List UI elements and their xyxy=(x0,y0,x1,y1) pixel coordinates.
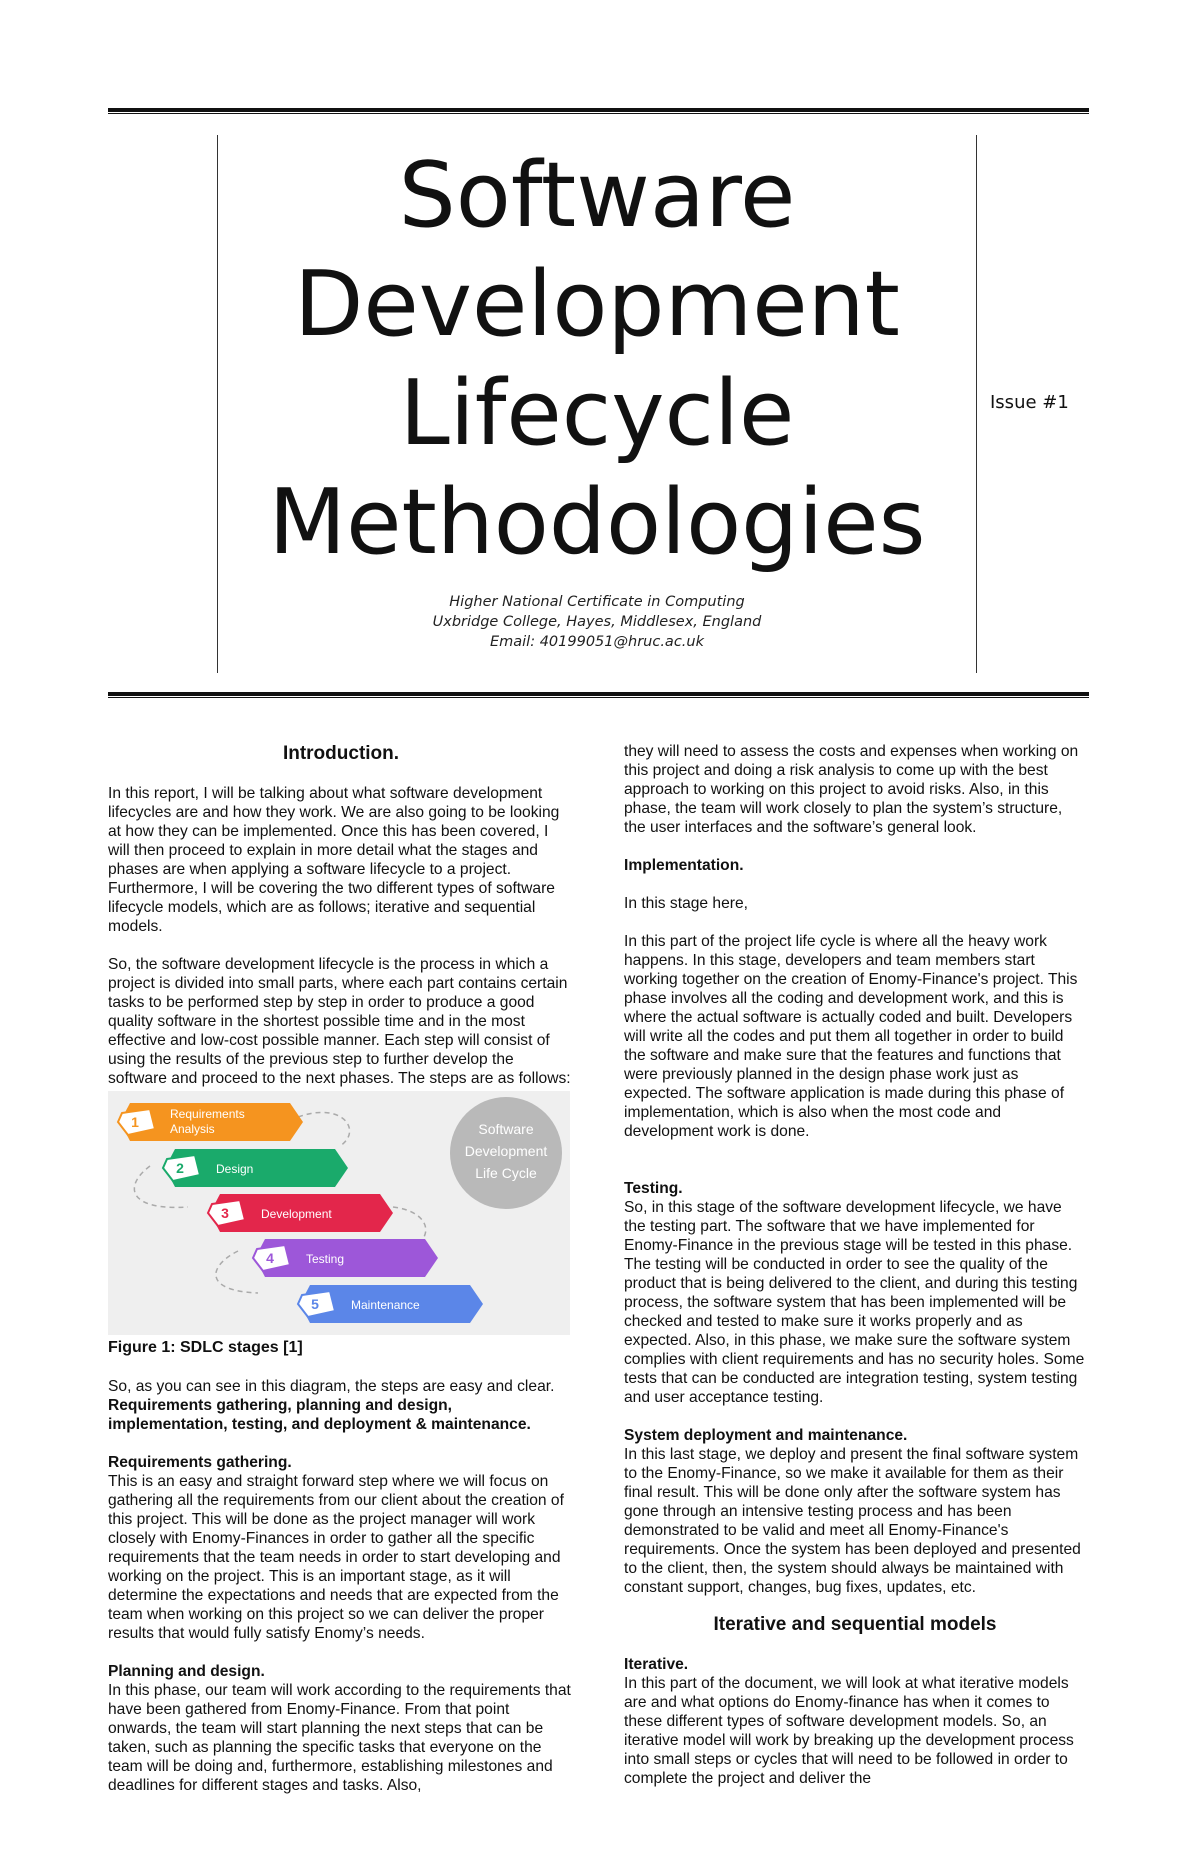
title-line: Methodologies xyxy=(268,470,926,575)
document-title xyxy=(218,141,976,577)
impl-intro: In this stage here, xyxy=(624,895,748,912)
step-requirements-analysis xyxy=(118,1103,303,1141)
title-line: Lifecycle xyxy=(399,361,795,466)
sdlc-diagram xyxy=(108,1091,570,1335)
after-figure-text: So, as you can see in this diagram, the steps are easy and clear. xyxy=(108,1378,555,1395)
test-heading: Testing. xyxy=(624,1180,683,1197)
connector-arrow xyxy=(298,1112,350,1146)
step-label: Design xyxy=(216,1162,254,1176)
req-paragraph: This is an easy and straight forward step where we will focus on gathering all the requirements from our client about the creation of this project. This will be done as the project manager will work closely with Enomy-Finances in order to gather all the specific requirements that the team needs in order to start developing and working on the project. This is an important stage, as it will determine the expectations and needs that are expected from the team when working on this project so we can deliver the proper results that would fully satisfy Enomy’s needs. xyxy=(108,1473,564,1642)
college-line: Uxbridge College, Hayes, Middlesex, England xyxy=(432,614,762,630)
deploy-heading: System deployment and maintenance. xyxy=(624,1427,908,1444)
impl-heading: Implementation. xyxy=(624,857,744,874)
intro-paragraph-2: So, the software development lifecycle is the process in which a project is divided into small parts, where each part contains certain tasks to be performed step by step in order to produce a good quality software in the shortest possible time and in the most effective and low-cost possible manner. Each step will consist of using the results of the previous step to further develop the software and proceed to the next phases. The steps are as follows: xyxy=(108,956,571,1087)
circle-label: Life Cycle xyxy=(475,1165,537,1181)
issue-number: Issue #1 xyxy=(990,392,1069,413)
intro-heading: Introduction. xyxy=(282,743,400,764)
step-testing xyxy=(253,1239,438,1277)
iterative-heading: Iterative. xyxy=(624,1656,689,1673)
sdlc-circle xyxy=(450,1097,562,1209)
connector-arrow xyxy=(216,1251,258,1293)
step-development xyxy=(208,1194,393,1232)
course-line: Higher National Certificate in Computing xyxy=(449,594,745,610)
plan-continued-paragraph: they will need to assess the costs and expenses when working on this project and doing a risk analysis to come up with the best approach to working on this project to avoid risks. Also, in this phase, the team will work closely to plan the system’s structure, the user interfaces and the software’s general look. xyxy=(624,743,1079,836)
title-line: Software xyxy=(398,143,796,248)
step-number: 4 xyxy=(266,1250,274,1266)
step-maintenance xyxy=(298,1285,483,1323)
after-figure-paragraph xyxy=(108,1377,574,1434)
circle-label: Development xyxy=(464,1143,548,1159)
title-line: Development xyxy=(294,252,900,357)
plan-heading: Planning and design. xyxy=(108,1663,265,1680)
step-label: Requirements xyxy=(170,1107,245,1121)
header-top-rule xyxy=(108,108,1089,114)
step-design xyxy=(163,1149,348,1187)
intro-paragraph-1: In this report, I will be talking about what software development lifecycles are and how they work. We are also going to be looking at how they can be implemented. Once this has been covered, I will then proceed to explain in more detail what the stages and phases are when applying a software lifecycle to a project. Furthermore, I will be covering the two different types of software lifecycle models, which are as follows; iterative and sequential models. xyxy=(108,785,560,935)
step-label: Testing xyxy=(306,1252,345,1266)
iterative-paragraph: In this part of the document, we will look at what iterative models are and what options do Enomy-finance has when it comes to these different types of software development models. So, an iterative model will work by breaking up the development process into small steps or cycles that will need to be followed in order to complete the project and deliver the xyxy=(624,1675,1074,1787)
email-line: Email: 40199051@hruc.ac.uk xyxy=(489,634,704,650)
step-number: 3 xyxy=(221,1205,229,1221)
right-column xyxy=(624,742,1086,1788)
step-number: 1 xyxy=(131,1114,139,1130)
step-label: Development xyxy=(261,1207,332,1221)
impl-paragraph: In this part of the project life cycle is where all the heavy work happens. In this stage, developers and team members start working together on the creation of Enomy-Finance's project. This phase involves all the coding and development work, and this is where the actual software is actually coded and built. Developers will write all the codes and put them all together in order to build the software and make sure that the features and functions that were previously planned in the design phase work just as expected. The software application is made during this phase of implementation, which is also when the most code and development work is done. xyxy=(624,933,1078,1140)
header-right-divider xyxy=(976,135,977,673)
figure-caption: Figure 1: SDLC stages [1] xyxy=(108,1339,303,1356)
masthead xyxy=(218,135,976,577)
step-label: Maintenance xyxy=(351,1298,420,1312)
circle-label: Software xyxy=(478,1121,534,1137)
stages-list-bold: Requirements gathering, planning and design, implementation, testing, and deployment & maintenance. xyxy=(108,1397,531,1433)
deploy-paragraph: In this last stage, we deploy and present the final software system to the Enomy-Finance, so we make it available for them as their final result. This will be done only after the software system has gone through an intensive testing process and has been demonstrated to be valid and meet all Enomy-Finance's requirements. Once the system has been deployed and presented to the client, then, the system should always be maintained with constant support, changes, bug fixes, updates, etc. xyxy=(624,1446,1081,1596)
test-paragraph: So, in this stage of the software development lifecycle, we have the testing part. The software that we have implemented for Enomy-Finance in the previous stage will be tested in this phase. The testing will be conducted in order to see the quality of the product that is being delivered to the client, and during this testing process, the software system that has been implemented will be checked and tested to make sure it works properly and as expected. Also, in this phase, we make sure the software system complies with client requirements and has no security holes. Some tests that can be conducted are integration testing, system testing and user acceptance testing. xyxy=(624,1199,1085,1406)
step-number: 2 xyxy=(176,1160,184,1176)
sdlc-figure xyxy=(108,1091,570,1335)
author-meta xyxy=(218,592,976,652)
step-number: 5 xyxy=(311,1296,319,1312)
left-column xyxy=(108,742,574,1795)
req-heading: Requirements gathering. xyxy=(108,1454,292,1471)
models-heading: Iterative and sequential models xyxy=(713,1614,997,1635)
step-label: Analysis xyxy=(170,1122,215,1136)
plan-paragraph: In this phase, our team will work according to the requirements that have been gathered from Enomy-Finance. From that point onwards, the team will start planning the next steps that can be taken, such as planning the specific tasks that everyone on the team will be doing and, furthermore, establishing milestones and deadlines for different stages and tasks. Also, xyxy=(108,1682,571,1794)
header-bottom-rule xyxy=(108,692,1089,698)
